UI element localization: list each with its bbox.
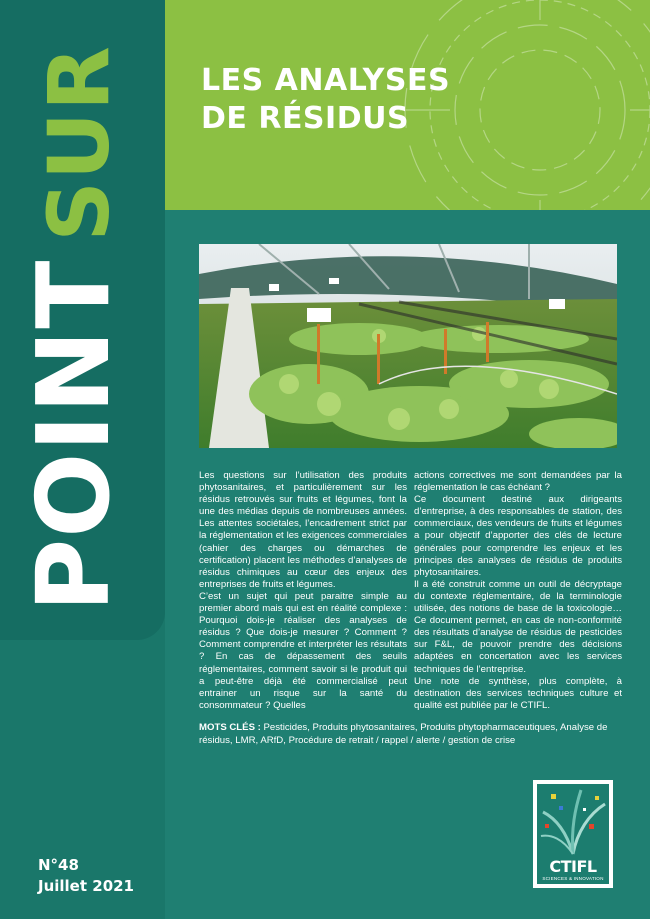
vertical-series-title bbox=[15, 45, 132, 612]
greenhouse-photo-illustration bbox=[199, 244, 617, 448]
logo-mark bbox=[537, 784, 609, 884]
issue-number: N°48 bbox=[38, 856, 79, 874]
body-paragraph: Les questions sur l’utilisation des produits phytosanitaires, et particulièrement sur les résidus retrouvés sur fruits et légumes, font la une des médias depuis de nombreuses années. Les attentes sociétales, l’encadrement strict par la réglementation et les exigences commerciales (cahier des charges ou démarches de certification) placent les méthodes d’analyses de résidus chimiques au cœur des enjeux des entreprises de fruits et légumes. bbox=[199, 470, 407, 590]
body-paragraph: actions correctives me sont demandées par la réglementation le cas échéant ? bbox=[414, 470, 622, 494]
body-paragraph: Il a été construit comme un outil de décryptage du contexte réglementaire, de la terminologie utilisée, des notions de base de la toxicologie… Ce document permet, en cas de non-conformité des résultats d’analyse de résidus de pesticides sur F&L, de pouvoir prendre des décisions adaptées en concertation avec les services techniques de l’entreprise. bbox=[414, 578, 622, 675]
body-column-left bbox=[199, 470, 407, 712]
body-column-right bbox=[414, 470, 622, 712]
title-line-1: LES ANALYSES bbox=[201, 63, 451, 98]
title-line-2: DE RÉSIDUS bbox=[201, 101, 410, 136]
keywords bbox=[199, 722, 619, 747]
body-paragraph: Une note de synthèse, plus complète, à destination des services techniques culture et qualité est publiée par le CTIFL. bbox=[414, 675, 622, 711]
ctifl-logo bbox=[533, 780, 613, 888]
logo-leaves-icon bbox=[537, 784, 609, 856]
body-paragraph: C’est un sujet qui peut paraitre simple au premier abord mais qui est en réalité complexe : Pourquoi dois-je réaliser des analyses de résidus ? Que dois-je mesurer ? Comment ? Comment comprendre et interpréter les résultats ? En cas de dépassement des seuils réglementaires, comment savoir si le produit qui a peut-être déjà été commercialisé peut entrainer un risque sur la santé du consommateur ? Quelles bbox=[199, 590, 407, 711]
vertical-title-point: POINT bbox=[15, 259, 132, 612]
greenhouse-lettuce-photo bbox=[199, 244, 617, 448]
page-title bbox=[201, 62, 450, 138]
title-block bbox=[165, 0, 650, 210]
issue-info bbox=[38, 855, 134, 897]
keywords-label: MOTS CLÉS : bbox=[199, 722, 261, 733]
issue-date: Juillet 2021 bbox=[38, 877, 134, 895]
vertical-title-sur: SUR bbox=[30, 45, 128, 242]
keywords-text: Pesticides, Produits phytosanitaires, Produits phytopharmaceutiques, Analyse de résidus, LMR, ARfD, Procédure de retrait / rappel / alerte / gestion de crise bbox=[199, 722, 608, 746]
logo-tagline: SCIENCES & INNOVATION bbox=[542, 876, 604, 881]
body-paragraph: Ce document destiné aux dirigeants d’entreprise, à des responsables de station, des commerciaux, des vendeurs de fruits et légumes a pour objectif d’apporter des clés de lecture générales pour comprendre les enjeux et les principes des analyses de résidus de produits phytosanitaires. bbox=[414, 494, 622, 578]
logo-name: CTIFL bbox=[549, 857, 597, 876]
